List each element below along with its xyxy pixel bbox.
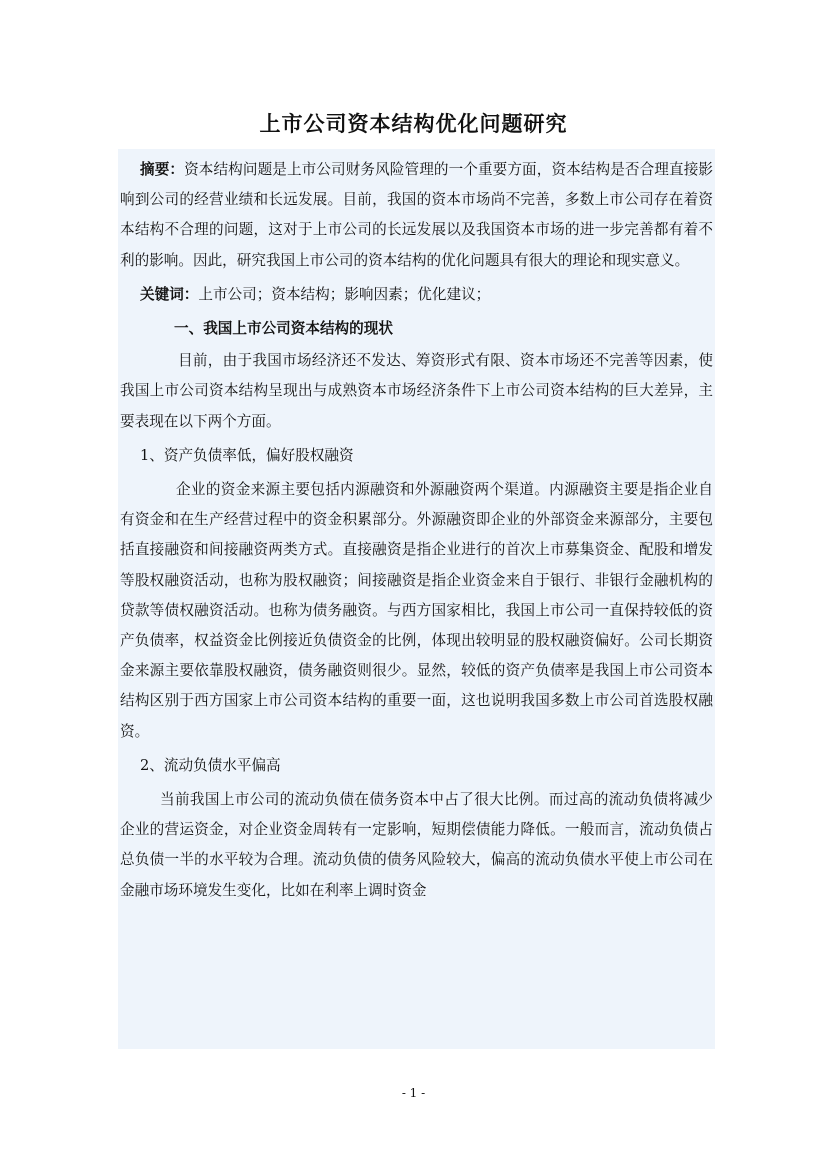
abstract-text: 资本结构问题是上市公司财务风险管理的一个重要方面，资本结构是否合理直接影响到公司的经营业绩和长远发展。目前，我国的资本市场尚不完善，多数上市公司存在着资本结构不合理的问题，这对于上市公司的长远发展以及我国资本市场的进一步完善都有着不利的影响。因此，研究我国上市公司的资本结构的优化问题具有很大的理论和现实意义。 bbox=[120, 161, 713, 269]
page-number: - 1 - bbox=[401, 1086, 426, 1100]
document-body bbox=[118, 149, 715, 1049]
abstract-paragraph bbox=[120, 155, 713, 276]
subsection-1-paragraph: 企业的资金来源主要包括内源融资和外源融资两个渠道。内源融资主要是指企业自有资金和在生产经营过程中的资金积累部分。外源融资即企业的外部资金来源部分，主要包括直接融资和间接融资两类方式。直接融资是指企业进行的首次上市募集资金、配股和增发等股权融资活动，也称为股权融资；间接融资是指企业资金来自于银行、非银行金融机构的贷款等债权融资活动。也称为债务融资。与西方国家相比，我国上市公司一直保持较低的资产负债率，权益资金比例接近负债资金的比例，体现出较明显的股权融资偏好。公司长期资金来源主要依靠股权融资，债务融资则很少。显然，较低的资产负债率是我国上市公司资本结构区别于西方国家上市公司资本结构的重要一面，这也说明我国多数上市公司首选股权融资。 bbox=[120, 481, 713, 740]
section-1-paragraph: 目前，由于我国市场经济还不发达、筹资形式有限、资本市场还不完善等因素，使我国上市公司资本结构呈现出与成熟资本市场经济条件下上市公司资本结构的巨大差异，主要表现在以下两个方面。 bbox=[120, 352, 713, 430]
section-1-heading: 一、我国上市公司资本结构的现状 bbox=[174, 320, 393, 338]
keywords-text: 上市公司；资本结构；影响因素；优化建议； bbox=[198, 285, 491, 303]
subsection-1-heading: 1、资产负债率低，偏好股权融资 bbox=[140, 446, 354, 464]
subsection-2-paragraph: 当前我国上市公司的流动负债在债务资本中占了很大比例。而过高的流动负债将减少企业的营运资金，对企业资金周转有一定影响，短期偿债能力降低。一般而言，流动负债占总负债一半的水平较为合理。流动负债的债务风险较大，偏高的流动负债水平使上市公司在金融市场环境发生变化，比如在利率上调时资金 bbox=[120, 791, 713, 899]
abstract-label: 摘要： bbox=[140, 161, 185, 178]
keywords-paragraph bbox=[120, 280, 713, 310]
subsection-2-heading: 2、流动负债水平偏高 bbox=[140, 756, 281, 774]
document-title: 上市公司资本结构优化问题研究 bbox=[259, 112, 568, 136]
keywords-label: 关键词： bbox=[140, 285, 199, 303]
